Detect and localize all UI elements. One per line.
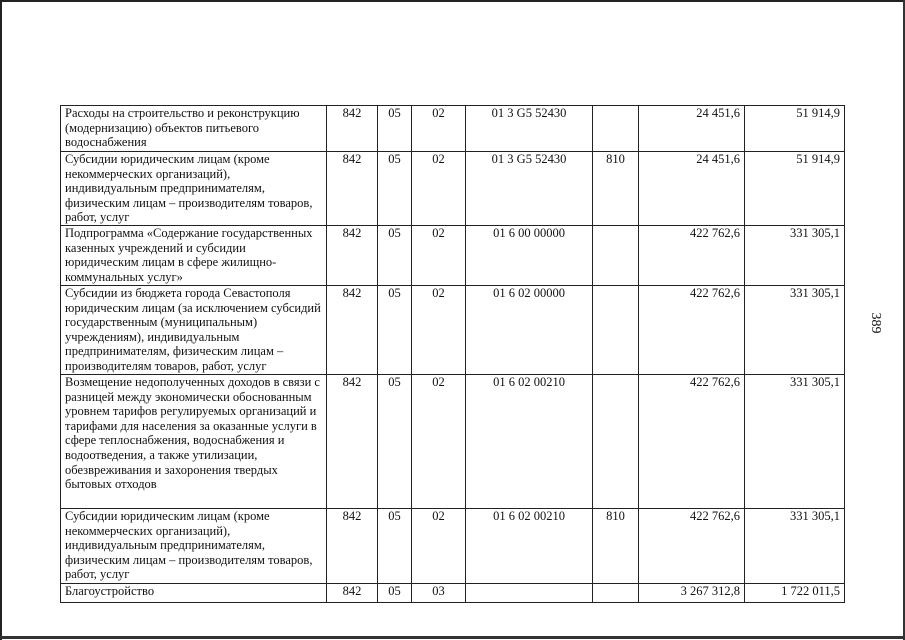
row-ministry-code: [327, 509, 378, 584]
row-section-code-text: 05: [388, 286, 401, 300]
row-amount-1-text: 24 451,6: [696, 152, 740, 166]
row-ministry-code-text: 842: [342, 226, 362, 240]
row-ministry-code: [327, 584, 378, 603]
row-ministry-code-text: 842: [342, 152, 362, 166]
row-name-text: Субсидии юридическим лицам (кроме некоммерческих организаций), индивидуальным предпринимателям, физическим лицам – производителям товаров, работ, услуг: [65, 509, 313, 582]
row-name: [61, 106, 327, 152]
row-expense-type: [593, 375, 639, 509]
row-amount-2-text: 331 305,1: [790, 509, 840, 523]
row-amount-1-text: 422 762,6: [690, 375, 740, 389]
row-subsection-code: [412, 584, 466, 603]
row-name: [61, 509, 327, 584]
row-expense-type: [593, 152, 639, 226]
row-name: [61, 286, 327, 375]
table-row: [61, 375, 845, 509]
row-target-article: [466, 286, 593, 375]
row-section-code: [378, 152, 412, 226]
row-amount-2: [745, 226, 845, 286]
page-border-top: [0, 0, 905, 2]
row-name: [61, 226, 327, 286]
row-amount-1: [639, 286, 745, 375]
row-target-article-text: 01 6 02 00210: [493, 375, 565, 389]
row-subsection-code-text: 03: [432, 584, 445, 598]
table-row: [61, 286, 845, 375]
row-expense-type: [593, 106, 639, 152]
row-name: [61, 584, 327, 603]
table-row: [61, 226, 845, 286]
row-section-code: [378, 286, 412, 375]
row-subsection-code: [412, 152, 466, 226]
row-target-article-text: 01 6 02 00210: [493, 509, 565, 523]
row-amount-2: [745, 106, 845, 152]
row-subsection-code-text: 02: [432, 286, 445, 300]
row-subsection-code: [412, 226, 466, 286]
row-section-code: [378, 584, 412, 603]
row-amount-1-text: 3 267 312,8: [680, 584, 740, 598]
row-section-code-text: 05: [388, 152, 401, 166]
row-ministry-code: [327, 226, 378, 286]
row-amount-1-text: 422 762,6: [690, 286, 740, 300]
page-border-bottom: [0, 636, 905, 639]
row-target-article-text: 01 6 00 00000: [493, 226, 565, 240]
row-amount-1: [639, 226, 745, 286]
row-ministry-code: [327, 286, 378, 375]
row-section-code: [378, 509, 412, 584]
table-row: [61, 106, 845, 152]
row-target-article-text: 01 3 G5 52430: [491, 152, 567, 166]
row-amount-1: [639, 584, 745, 603]
row-section-code-text: 05: [388, 106, 401, 120]
row-ministry-code-text: 842: [342, 286, 362, 300]
row-amount-2-text: 51 914,9: [796, 152, 840, 166]
row-name-text: Расходы на строительство и реконструкцию (модернизацию) объектов питьевого водоснабжения: [65, 106, 300, 150]
row-amount-2-text: 51 914,9: [796, 106, 840, 120]
row-name-text: Подпрограмма «Содержание государственных казенных учреждений и субсидии юридическим лицам в сфере жилищно-коммунальных услуг»: [65, 226, 313, 284]
row-name: [61, 375, 327, 509]
row-name-text: Субсидии юридическим лицам (кроме некоммерческих организаций), индивидуальным предпринимателям, физическим лицам – производителям товаров, работ, услуг: [65, 152, 313, 225]
row-amount-1: [639, 106, 745, 152]
row-amount-2-text: 1 722 011,5: [781, 584, 840, 598]
row-expense-type-text: 810: [606, 509, 625, 523]
row-amount-1: [639, 152, 745, 226]
budget-table: [60, 105, 845, 603]
row-amount-2-text: 331 305,1: [790, 286, 840, 300]
row-ministry-code-text: 842: [342, 509, 362, 523]
row-expense-type: [593, 509, 639, 584]
row-target-article-text: 01 6 02 00000: [493, 286, 565, 300]
row-amount-1: [639, 509, 745, 584]
row-amount-2: [745, 509, 845, 584]
row-subsection-code-text: 02: [432, 509, 445, 523]
row-subsection-code: [412, 106, 466, 152]
table-row: [61, 509, 845, 584]
row-section-code: [378, 106, 412, 152]
row-amount-1: [639, 375, 745, 509]
row-target-article: [466, 584, 593, 603]
row-section-code-text: 05: [388, 584, 401, 598]
row-section-code-text: 05: [388, 375, 401, 389]
row-target-article: [466, 226, 593, 286]
row-subsection-code-text: 02: [432, 375, 445, 389]
row-amount-2: [745, 286, 845, 375]
row-name: [61, 152, 327, 226]
row-target-article: [466, 106, 593, 152]
row-ministry-code: [327, 375, 378, 509]
table-body: [61, 106, 845, 603]
row-subsection-code: [412, 286, 466, 375]
row-ministry-code-text: 842: [342, 106, 362, 120]
row-subsection-code-text: 02: [432, 226, 445, 240]
row-ministry-code-text: 842: [342, 584, 362, 598]
row-target-article: [466, 375, 593, 509]
row-amount-2-text: 331 305,1: [790, 375, 840, 389]
row-section-code: [378, 226, 412, 286]
row-amount-2-text: 331 305,1: [790, 226, 840, 240]
row-subsection-code: [412, 509, 466, 584]
row-amount-2: [745, 152, 845, 226]
row-ministry-code-text: 842: [342, 375, 362, 389]
row-section-code-text: 05: [388, 509, 401, 523]
row-target-article: [466, 152, 593, 226]
row-expense-type-text: 810: [606, 152, 625, 166]
row-ministry-code: [327, 152, 378, 226]
row-target-article: [466, 509, 593, 584]
page-number: 389: [868, 312, 883, 334]
row-name-text: Субсидии из бюджета города Севастополя юридическим лицам (за исключением субсидий государственным (муниципальным) учреждениям), индивидуальным предпринимателям, физическим лицам – производителям товаров, работ, услуг: [65, 286, 321, 373]
row-ministry-code: [327, 106, 378, 152]
row-amount-1-text: 422 762,6: [690, 509, 740, 523]
table-row: [61, 152, 845, 226]
row-expense-type: [593, 286, 639, 375]
row-section-code: [378, 375, 412, 509]
page-border-left: [0, 0, 2, 640]
row-amount-2: [745, 584, 845, 603]
row-target-article-text: 01 3 G5 52430: [491, 106, 567, 120]
row-subsection-code-text: 02: [432, 152, 445, 166]
row-amount-2: [745, 375, 845, 509]
row-name-text: Возмещение недополученных доходов в связи с разницей между экономически обоснованным уровнем тарифов регулируемых организаций и тарифами для населения за оказанные услуги в сфере теплоснабжения, водоснабжения и водоотведения, а также утилизации, обезвреживания и захоронения твердых бытовых отходов: [65, 375, 320, 492]
row-amount-1-text: 24 451,6: [696, 106, 740, 120]
table-row: [61, 584, 845, 603]
row-amount-1-text: 422 762,6: [690, 226, 740, 240]
row-section-code-text: 05: [388, 226, 401, 240]
row-subsection-code-text: 02: [432, 106, 445, 120]
row-name-text: Благоустройство: [65, 584, 155, 598]
row-expense-type: [593, 584, 639, 603]
row-subsection-code: [412, 375, 466, 509]
row-expense-type: [593, 226, 639, 286]
